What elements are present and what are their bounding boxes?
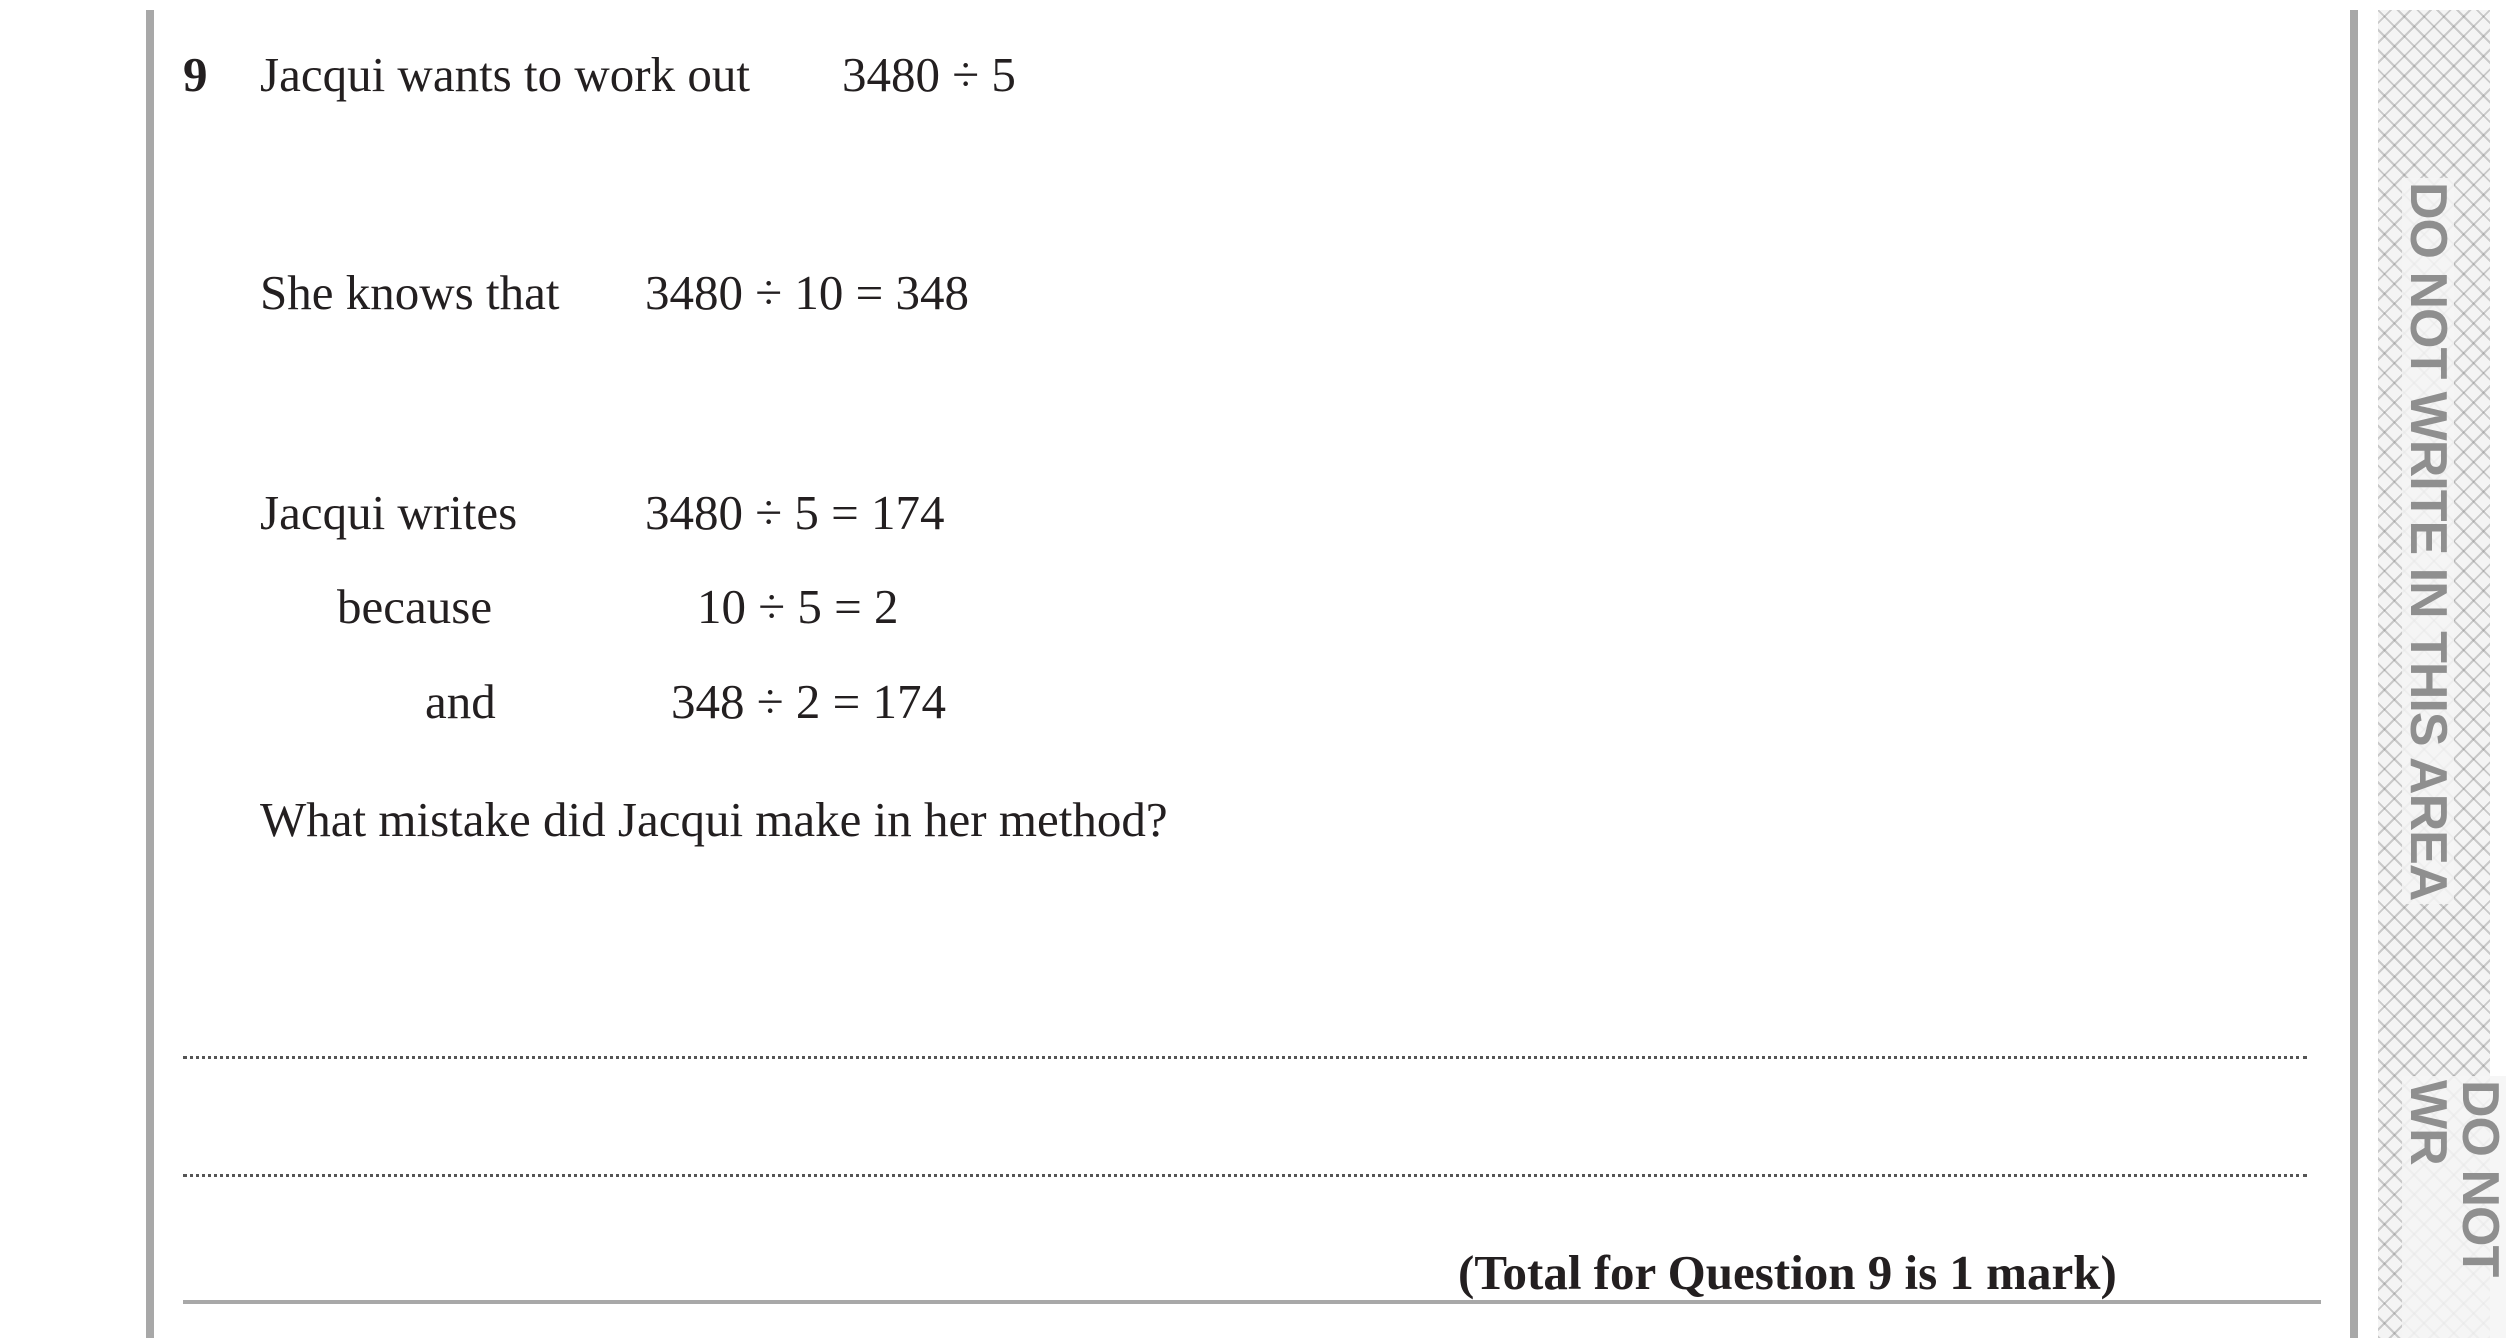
- because-label: because: [337, 579, 493, 634]
- answer-line-2[interactable]: [183, 1174, 2307, 1177]
- margin-notice: DO NOT WRITE IN THIS AREA: [2402, 178, 2454, 904]
- intro-expression: 3480 ÷ 5: [842, 47, 1016, 102]
- question-total: (Total for Question 9 is 1 mark): [1458, 1245, 2117, 1300]
- left-margin-rule: [146, 10, 154, 1338]
- writes-expression: 3480 ÷ 5 = 174: [645, 485, 945, 540]
- do-not-write-margin: [2378, 10, 2509, 1338]
- writes-label: Jacqui writes: [260, 485, 518, 540]
- because-expression: 10 ÷ 5 = 2: [697, 579, 899, 634]
- question-end-rule: [183, 1300, 2321, 1304]
- right-margin-rule: [2350, 10, 2358, 1338]
- question-intro: Jacqui wants to work out: [260, 47, 750, 102]
- knows-label: She knows that: [260, 265, 560, 320]
- knows-expression: 3480 ÷ 10 = 348: [645, 265, 970, 320]
- answer-line-1[interactable]: [183, 1056, 2307, 1059]
- question-prompt: What mistake did Jacqui make in her method?: [260, 792, 1168, 847]
- question-number: 9: [183, 47, 208, 102]
- and-expression: 348 ÷ 2 = 174: [671, 674, 947, 729]
- and-label: and: [425, 674, 496, 729]
- margin-notice-cut: DO NOT WR: [2402, 1076, 2506, 1338]
